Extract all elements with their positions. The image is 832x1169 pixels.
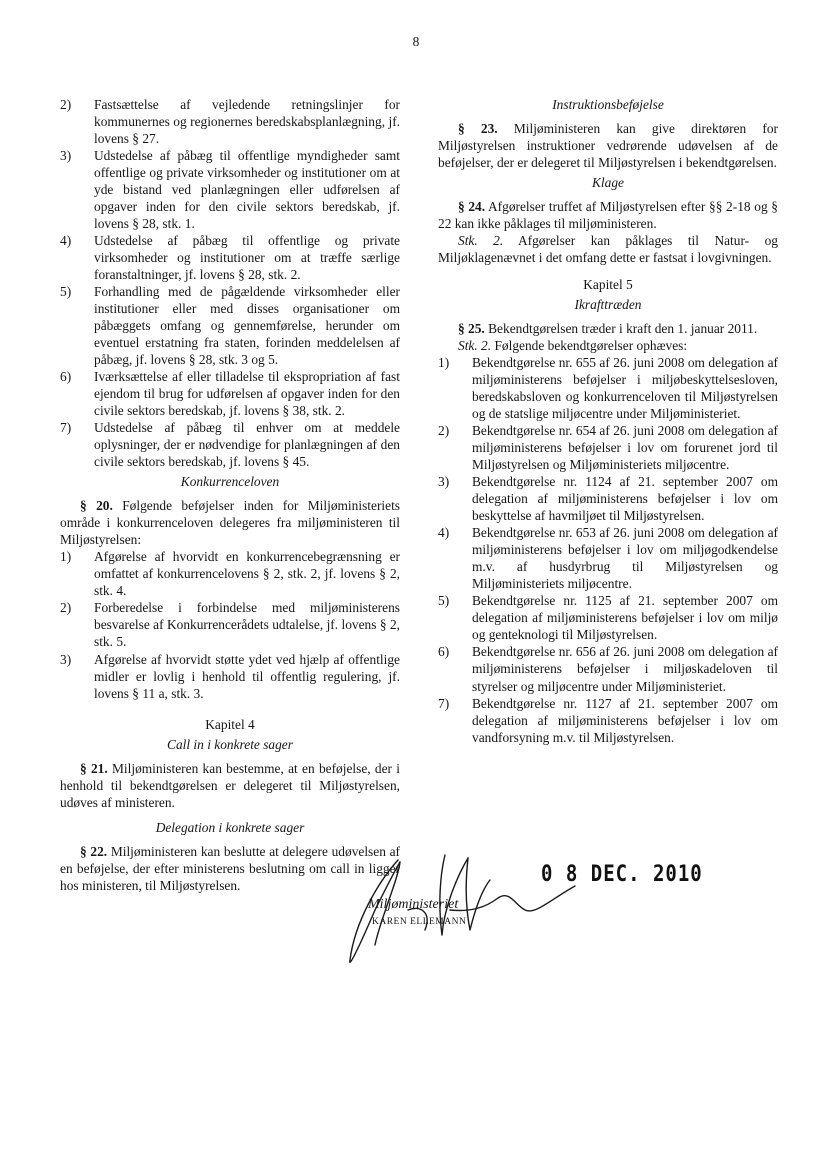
section-heading-ikrafttraeden: Ikrafttræden — [574, 297, 642, 313]
list-item: 1) Bekendtgørelse nr. 655 af 26. juni 2008 om delegation af miljøministerens beføjelser i miljøbeskyttelsesloven, beredskabsloven og konkurrenceloven til Miljøstyrelsen og de statslige miljøcentre under Miljøministeriet. — [438, 355, 778, 422]
chapter-heading-4: Kapitel 4 — [205, 716, 255, 732]
chapter-heading-5: Kapitel 5 — [583, 277, 633, 293]
left-column — [60, 96, 400, 894]
list-item: 1) Afgørelse af hvorvidt en konkurrencebegrænsning er omfattet af konkurrencelovens § 2, stk. 2, jf. lovens § 2, stk. 4. — [60, 549, 400, 599]
right-column — [438, 96, 778, 746]
list-item: 5) Bekendtgørelse nr. 1125 af 21. september 2007 om delegation af miljøministerens beføjelser i lov om miljø og genteknologi til Miljøstyrelsen. — [438, 593, 778, 643]
date-stamp: 0 8 DEC. 2010 — [541, 861, 703, 887]
list-item: 4) Udstedelse af påbæg til offentlige og private virksomheder og institutioner om at træffe særlige foranstaltninger, jf. lovens § 28, stk. 2. — [60, 233, 400, 283]
paragraph-24: § 24. Afgørelser truffet af Miljøstyrelsen efter §§ 2-18 og § 22 kan ikke påklages til miljøministeren. — [438, 199, 778, 232]
list-item: 7) Bekendtgørelse nr. 1127 af 21. september 2007 om delegation af miljøministerens beføjelser i lov om vandforsyning m.v. til Miljøstyrelsen. — [438, 695, 778, 745]
list-item: 3) Afgørelse af hvorvidt støtte ydet ved hjælp af offentlige midler er lovlig i henhold til offentlig regulering, jf. lovens § 11 a, stk. 3. — [60, 651, 400, 701]
paragraph-20: § 20. Følgende beføjelser inden for Miljøministeriets område i konkurrenceloven delegeres fra miljøministeren til Miljøstyrelsen: — [60, 498, 400, 548]
paragraph-25-stk-2: Stk. 2. Følgende bekendtgørelser ophæves: — [458, 338, 688, 354]
section-heading-call-in: Call in i konkrete sager — [167, 736, 293, 752]
section-heading-konkurrenceloven: Konkurrenceloven — [180, 474, 280, 490]
list-item: 5) Forhandling med de pågældende virksomheder eller institutioner eller med disses organisationer om påbæggets omfang og gennemførelse, herunder om eventuel erstatning fra staten, forinden meddelelsen af påbæg, jf. lovens § 28, stk. 3 og 5. — [60, 284, 400, 368]
paragraph-24-stk-2: Stk. 2. Afgørelser kan påklages til Natur- og Miljøklagenævnet i det omfang dette er fastsat i lovgivningen. — [438, 233, 778, 266]
list-item: 2) Fastsættelse af vejledende retningslinjer for kommunernes og regionernes beredskabsplanlægning, jf. lovens § 27. — [60, 97, 400, 147]
list-item: 2) Bekendtgørelse nr. 654 af 26. juni 2008 om delegation af miljøministerens beføjelser i lov om forurenet jord til Miljøstyrelsen og Miljøministeriets miljøcentre. — [438, 423, 778, 473]
list-item: 3) Bekendtgørelse nr. 1124 af 21. september 2007 om delegation af miljøministerens beføjelser i lov om beskyttelse af havmiljøet til Miljøstyrelsen. — [438, 474, 778, 524]
signature-ministry: Miljøministeriet — [368, 897, 459, 912]
page-number: 8 — [412, 34, 420, 49]
section-heading-klage: Klage — [592, 175, 624, 191]
list-item: 6) Bekendtgørelse nr. 656 af 26. juni 2008 om delegation af miljøministerens beføjelser i miljøskadeloven til styrelser og miljøcentre under Miljøministeriet. — [438, 644, 778, 694]
list-item: 7) Udstedelse af påbæg til enhver om at meddele oplysninger, der er nødvendige for planlægningen af den civile sektors beredskab, jf. lovens § 45. — [60, 420, 400, 470]
section-heading-delegation: Delegation i konkrete sager — [155, 819, 305, 835]
list-item: 6) Iværksættelse af eller tilladelse til ekspropriation af fast ejendom til brug for udførelsen af opgaver inden for den civile sektors beredskab, jf. lovens § 38, stk. 2. — [60, 369, 400, 419]
paragraph-21: § 21. Miljøministeren kan bestemme, at en beføjelse, der i henhold til bekendtgørelsen er delegeret til Miljøstyrelsen, udøves af ministeren. — [60, 760, 401, 810]
list-item: 4) Bekendtgørelse nr. 653 af 26. juni 2008 om delegation af miljøministerens beføjelser i lov om miljøgodkendelse m.v. af husdyrbrug til Miljøstyrelsen og Miljøministeriets miljøcentre. — [438, 525, 778, 592]
paragraph-23: § 23. Miljøministeren kan give direktøren for Miljøstyrelsen instruktioner vedrørende udøvelsen af de beføjelser, der er delegeret til Miljøstyrelsen i bekendtgørelsen. — [438, 121, 778, 171]
delegation-list-konkurrence — [60, 548, 400, 701]
handwritten-signature — [320, 850, 600, 970]
paragraph-25: § 25. Bekendtgørelsen træder i kraft den 1. januar 2011. — [458, 321, 758, 337]
repealed-list — [438, 354, 778, 745]
list-item: 2) Forberedelse i forbindelse med miljøministerens besvarelse af Konkurrencerådets udtalelse, jf. lovens § 2, stk. 5. — [60, 600, 400, 650]
section-heading-instruktion: Instruktionsbeføjelse — [552, 97, 664, 112]
signature-name: KAREN ELLEMANN — [372, 917, 467, 927]
list-item: 3) Udstedelse af påbæg til offentlige myndigheder samt offentlige og private virksomheder og institutioner om at yde bistand ved planlægningen eller udførelsen af opgaver inden for den civile sektors beredskab, jf. lovens § 28, stk. 1. — [60, 148, 400, 232]
delegation-list-beredskab — [60, 96, 400, 470]
paragraph-22: § 22. Miljøministeren kan beslutte at delegere udøvelsen af en beføjelse, der efter ministerens beslutning om call in ligger hos ministeren, til Miljøstyrelsen. — [60, 843, 400, 893]
